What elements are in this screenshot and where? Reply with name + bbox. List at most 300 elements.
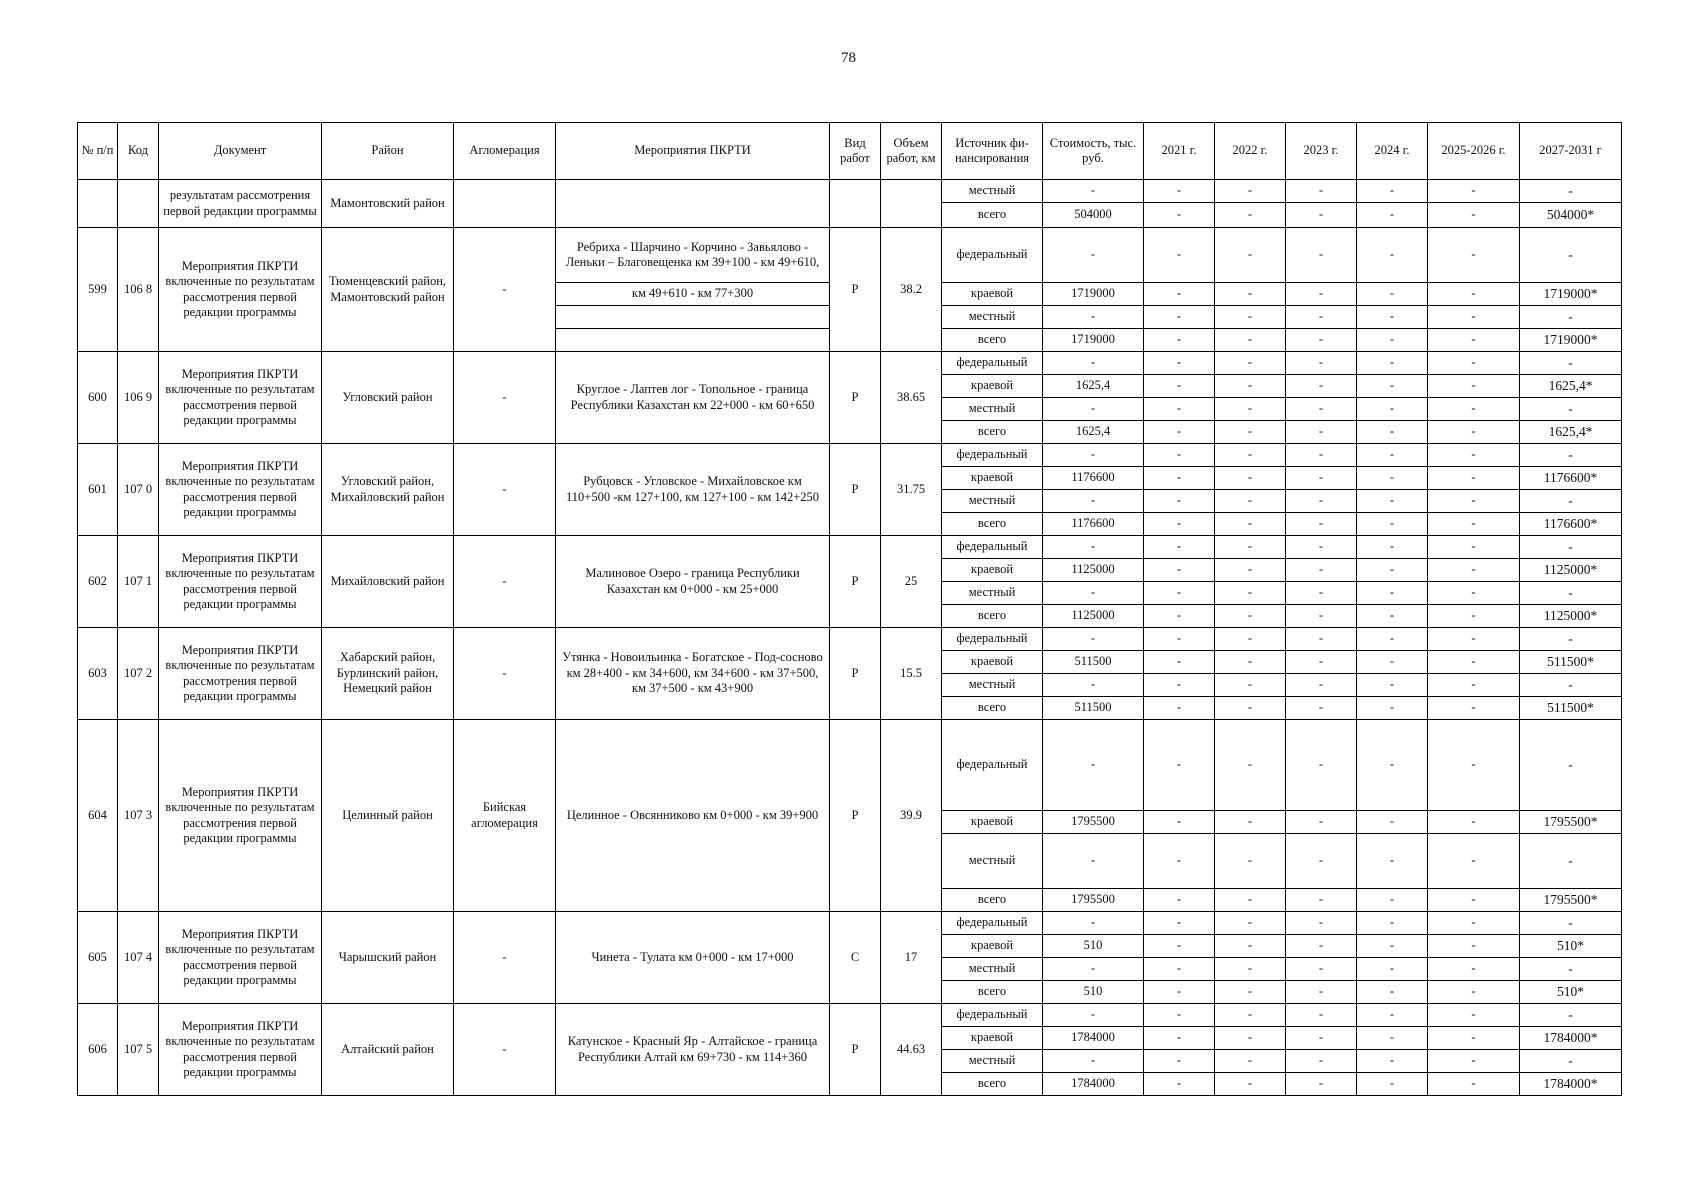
year-value: - bbox=[1286, 674, 1357, 697]
year-value: - bbox=[1520, 180, 1622, 203]
column-header: Стоимость, тыс. руб. bbox=[1043, 123, 1144, 180]
year-value: - bbox=[1215, 697, 1286, 720]
column-header: Агломерация bbox=[454, 123, 556, 180]
district-cell: Хабарский район, Бурлинский район, Немецкий район bbox=[322, 628, 454, 720]
funding-source: местный bbox=[942, 1050, 1043, 1073]
year-value: - bbox=[1286, 981, 1357, 1004]
year-value: - bbox=[1286, 958, 1357, 981]
column-header: Объем работ, км bbox=[881, 123, 942, 180]
table-header bbox=[78, 123, 1622, 180]
funding-source: местный bbox=[942, 834, 1043, 889]
year-value: - bbox=[1520, 536, 1622, 559]
year-value: - bbox=[1428, 935, 1520, 958]
agglomeration-cell: - bbox=[454, 1004, 556, 1096]
year-value: - bbox=[1520, 958, 1622, 981]
year-value: - bbox=[1520, 674, 1622, 697]
year-value: - bbox=[1215, 912, 1286, 935]
cost-value: 511500 bbox=[1043, 651, 1144, 674]
year-value: - bbox=[1428, 981, 1520, 1004]
year-value: - bbox=[1215, 958, 1286, 981]
year-value: - bbox=[1286, 180, 1357, 203]
measure-cell: Ребриха - Шарчино - Корчино - Завьялово - Леньки – Благовещенка км 39+100 - км 49+610, bbox=[556, 228, 830, 283]
year-value: - bbox=[1428, 1004, 1520, 1027]
volume-cell: 31.75 bbox=[881, 444, 942, 536]
cost-value: 1176600 bbox=[1043, 467, 1144, 490]
year-value: - bbox=[1428, 834, 1520, 889]
agglomeration-cell: - bbox=[454, 912, 556, 1004]
table-row bbox=[78, 628, 1622, 651]
row-number: 601 bbox=[78, 444, 118, 536]
year-value: 1795500* bbox=[1520, 889, 1622, 912]
year-value: - bbox=[1286, 283, 1357, 306]
measure-cell: Рубцовск - Угловское - Михайловское км 110+500 -км 127+100, км 127+100 - км 142+250 bbox=[556, 444, 830, 536]
agglomeration-cell: - bbox=[454, 228, 556, 352]
year-value: - bbox=[1215, 283, 1286, 306]
year-value: - bbox=[1357, 536, 1428, 559]
row-number bbox=[78, 180, 118, 228]
cost-value: - bbox=[1043, 720, 1144, 811]
measure-cell: Чинета - Тулата км 0+000 - км 17+000 bbox=[556, 912, 830, 1004]
year-value: - bbox=[1215, 375, 1286, 398]
funding-source: местный bbox=[942, 180, 1043, 203]
cost-value: - bbox=[1043, 958, 1144, 981]
year-value: - bbox=[1144, 421, 1215, 444]
row-number: 602 bbox=[78, 536, 118, 628]
row-number: 605 bbox=[78, 912, 118, 1004]
year-value: - bbox=[1520, 912, 1622, 935]
year-value: - bbox=[1144, 674, 1215, 697]
year-value: - bbox=[1215, 352, 1286, 375]
table-row bbox=[78, 536, 1622, 559]
row-number: 606 bbox=[78, 1004, 118, 1096]
volume-cell: 44.63 bbox=[881, 1004, 942, 1096]
year-value: - bbox=[1286, 203, 1357, 228]
funding-source: местный bbox=[942, 674, 1043, 697]
document-cell: Мероприятия ПКРТИ включенные по результатам рассмотрения первой редакции программы bbox=[159, 912, 322, 1004]
funding-source: краевой bbox=[942, 651, 1043, 674]
year-value: - bbox=[1286, 1073, 1357, 1096]
row-number: 603 bbox=[78, 628, 118, 720]
cost-value: - bbox=[1043, 180, 1144, 203]
year-value: - bbox=[1357, 283, 1428, 306]
year-value: - bbox=[1428, 811, 1520, 834]
year-value: - bbox=[1357, 228, 1428, 283]
year-value: - bbox=[1286, 467, 1357, 490]
cost-value: - bbox=[1043, 228, 1144, 283]
year-value: 511500* bbox=[1520, 651, 1622, 674]
cost-value: - bbox=[1043, 582, 1144, 605]
year-value: 1125000* bbox=[1520, 559, 1622, 582]
year-value: - bbox=[1286, 398, 1357, 421]
funding-source: федеральный bbox=[942, 444, 1043, 467]
year-value: - bbox=[1357, 306, 1428, 329]
year-value: 1176600* bbox=[1520, 513, 1622, 536]
year-value: - bbox=[1428, 958, 1520, 981]
year-value: - bbox=[1357, 1050, 1428, 1073]
year-value: - bbox=[1286, 582, 1357, 605]
funding-source: федеральный bbox=[942, 1004, 1043, 1027]
column-header: Документ bbox=[159, 123, 322, 180]
document-cell: Мероприятия ПКРТИ включенные по результатам рассмотрения первой редакции программы bbox=[159, 536, 322, 628]
funding-source: федеральный bbox=[942, 720, 1043, 811]
district-cell: Чарышский район bbox=[322, 912, 454, 1004]
year-value: - bbox=[1357, 651, 1428, 674]
year-value: - bbox=[1357, 628, 1428, 651]
year-value: - bbox=[1520, 490, 1622, 513]
cost-value: - bbox=[1043, 674, 1144, 697]
cost-value: - bbox=[1043, 306, 1144, 329]
year-value: - bbox=[1357, 180, 1428, 203]
agglomeration-cell: - bbox=[454, 628, 556, 720]
year-value: - bbox=[1215, 306, 1286, 329]
year-value: 504000* bbox=[1520, 203, 1622, 228]
year-value: - bbox=[1357, 720, 1428, 811]
volume-cell: 17 bbox=[881, 912, 942, 1004]
year-value: - bbox=[1520, 1050, 1622, 1073]
row-code bbox=[118, 180, 159, 228]
funding-source: всего bbox=[942, 889, 1043, 912]
volume-cell: 38.65 bbox=[881, 352, 942, 444]
year-value: - bbox=[1144, 467, 1215, 490]
year-value: - bbox=[1215, 889, 1286, 912]
funding-source: всего bbox=[942, 981, 1043, 1004]
funding-source: местный bbox=[942, 958, 1043, 981]
year-value: - bbox=[1428, 467, 1520, 490]
year-value: - bbox=[1357, 490, 1428, 513]
district-cell: Михайловский район bbox=[322, 536, 454, 628]
volume-cell: 15.5 bbox=[881, 628, 942, 720]
year-value: - bbox=[1144, 203, 1215, 228]
year-value: - bbox=[1144, 1050, 1215, 1073]
cost-value: - bbox=[1043, 628, 1144, 651]
cost-value: 1795500 bbox=[1043, 811, 1144, 834]
cost-value: 511500 bbox=[1043, 697, 1144, 720]
year-value: - bbox=[1215, 398, 1286, 421]
funding-source: краевой bbox=[942, 283, 1043, 306]
year-value: - bbox=[1357, 329, 1428, 352]
year-value: - bbox=[1357, 889, 1428, 912]
cost-value: 1719000 bbox=[1043, 283, 1144, 306]
cost-value: - bbox=[1043, 1004, 1144, 1027]
column-header: 2021 г. bbox=[1144, 123, 1215, 180]
year-value: - bbox=[1286, 329, 1357, 352]
measure-cell: Утянка - Новоильинка - Богатское - Под-сосново км 28+400 - км 34+600, км 34+600 - км 37+500, км 37+500 - км 43+900 bbox=[556, 628, 830, 720]
year-value: - bbox=[1215, 203, 1286, 228]
year-value: - bbox=[1357, 559, 1428, 582]
year-value: 1176600* bbox=[1520, 467, 1622, 490]
year-value: - bbox=[1215, 1004, 1286, 1027]
district-cell: Мамонтовский район bbox=[322, 180, 454, 228]
funding-source: всего bbox=[942, 605, 1043, 628]
year-value: - bbox=[1215, 228, 1286, 283]
measure-cell bbox=[556, 306, 830, 329]
volume-cell: 38.2 bbox=[881, 228, 942, 352]
funding-source: местный bbox=[942, 398, 1043, 421]
year-value: - bbox=[1144, 329, 1215, 352]
document-cell: результатам рассмотрения первой редакции программы bbox=[159, 180, 322, 228]
table-row bbox=[78, 912, 1622, 935]
district-cell: Алтайский район bbox=[322, 1004, 454, 1096]
district-cell: Тюменцевский район, Мамонтовский район bbox=[322, 228, 454, 352]
year-value: - bbox=[1520, 628, 1622, 651]
document-cell: Мероприятия ПКРТИ включенные по результатам рассмотрения первой редакции программы bbox=[159, 1004, 322, 1096]
year-value: - bbox=[1144, 912, 1215, 935]
document-cell: Мероприятия ПКРТИ включенные по результатам рассмотрения первой редакции программы bbox=[159, 720, 322, 912]
volume-cell: 25 bbox=[881, 536, 942, 628]
measure-cell bbox=[556, 329, 830, 352]
year-value: 1719000* bbox=[1520, 283, 1622, 306]
year-value: - bbox=[1357, 697, 1428, 720]
year-value: - bbox=[1215, 981, 1286, 1004]
year-value: - bbox=[1286, 513, 1357, 536]
year-value: - bbox=[1215, 513, 1286, 536]
year-value: - bbox=[1428, 536, 1520, 559]
year-value: - bbox=[1286, 375, 1357, 398]
year-value: - bbox=[1215, 329, 1286, 352]
year-value: - bbox=[1428, 306, 1520, 329]
year-value: - bbox=[1357, 935, 1428, 958]
year-value: - bbox=[1428, 674, 1520, 697]
year-value: - bbox=[1428, 444, 1520, 467]
year-value: - bbox=[1428, 421, 1520, 444]
work-type-cell: Р bbox=[830, 228, 881, 352]
year-value: - bbox=[1520, 352, 1622, 375]
row-code: 107 0 bbox=[118, 444, 159, 536]
year-value: - bbox=[1215, 490, 1286, 513]
funding-source: федеральный bbox=[942, 912, 1043, 935]
year-value: - bbox=[1144, 444, 1215, 467]
year-value: - bbox=[1286, 720, 1357, 811]
year-value: - bbox=[1428, 912, 1520, 935]
funding-source: всего bbox=[942, 1073, 1043, 1096]
cost-value: 1795500 bbox=[1043, 889, 1144, 912]
year-value: - bbox=[1144, 935, 1215, 958]
year-value: - bbox=[1428, 628, 1520, 651]
column-header: 2024 г. bbox=[1357, 123, 1428, 180]
year-value: - bbox=[1520, 398, 1622, 421]
cost-value: 510 bbox=[1043, 981, 1144, 1004]
year-value: - bbox=[1215, 467, 1286, 490]
funding-source: всего bbox=[942, 329, 1043, 352]
year-value: - bbox=[1357, 811, 1428, 834]
year-value: - bbox=[1357, 674, 1428, 697]
year-value: - bbox=[1144, 1004, 1215, 1027]
year-value: - bbox=[1144, 628, 1215, 651]
year-value: - bbox=[1428, 398, 1520, 421]
funding-source: краевой bbox=[942, 1027, 1043, 1050]
funding-source: местный bbox=[942, 582, 1043, 605]
funding-source: краевой bbox=[942, 375, 1043, 398]
year-value: - bbox=[1428, 490, 1520, 513]
measure-cell: Круглое - Лаптев лог - Топольное - граница Республики Казахстан км 22+000 - км 60+650 bbox=[556, 352, 830, 444]
year-value: - bbox=[1215, 651, 1286, 674]
row-number: 604 bbox=[78, 720, 118, 912]
year-value: - bbox=[1357, 582, 1428, 605]
year-value: - bbox=[1144, 697, 1215, 720]
page-number: 78 bbox=[841, 50, 856, 66]
year-value: - bbox=[1286, 651, 1357, 674]
year-value: - bbox=[1428, 697, 1520, 720]
column-header: 2027-2031 г bbox=[1520, 123, 1622, 180]
year-value: - bbox=[1357, 958, 1428, 981]
year-value: - bbox=[1428, 203, 1520, 228]
year-value: - bbox=[1215, 536, 1286, 559]
row-code: 106 9 bbox=[118, 352, 159, 444]
measure-cell: км 49+610 - км 77+300 bbox=[556, 283, 830, 306]
year-value: - bbox=[1144, 398, 1215, 421]
work-type-cell: Р bbox=[830, 352, 881, 444]
year-value: - bbox=[1357, 981, 1428, 1004]
year-value: - bbox=[1215, 1073, 1286, 1096]
year-value: - bbox=[1144, 513, 1215, 536]
row-code: 106 8 bbox=[118, 228, 159, 352]
program-table bbox=[77, 122, 1622, 1096]
year-value: 510* bbox=[1520, 935, 1622, 958]
year-value: - bbox=[1428, 329, 1520, 352]
year-value: 511500* bbox=[1520, 697, 1622, 720]
year-value: - bbox=[1144, 1027, 1215, 1050]
year-value: - bbox=[1215, 559, 1286, 582]
year-value: - bbox=[1215, 935, 1286, 958]
cost-value: 1625,4 bbox=[1043, 375, 1144, 398]
year-value: - bbox=[1286, 444, 1357, 467]
year-value: 1784000* bbox=[1520, 1027, 1622, 1050]
funding-source: краевой bbox=[942, 467, 1043, 490]
table-row bbox=[78, 228, 1622, 283]
year-value: - bbox=[1520, 306, 1622, 329]
year-value: - bbox=[1215, 421, 1286, 444]
year-value: - bbox=[1144, 1073, 1215, 1096]
funding-source: местный bbox=[942, 306, 1043, 329]
funding-source: федеральный bbox=[942, 536, 1043, 559]
table-row bbox=[78, 1004, 1622, 1027]
measure-cell: Целинное - Овсянниково км 0+000 - км 39+900 bbox=[556, 720, 830, 912]
year-value: - bbox=[1428, 582, 1520, 605]
year-value: 1784000* bbox=[1520, 1073, 1622, 1096]
year-value: - bbox=[1286, 490, 1357, 513]
year-value: - bbox=[1286, 352, 1357, 375]
year-value: - bbox=[1215, 1050, 1286, 1073]
year-value: - bbox=[1428, 352, 1520, 375]
row-code: 107 2 bbox=[118, 628, 159, 720]
year-value: - bbox=[1215, 628, 1286, 651]
year-value: - bbox=[1144, 352, 1215, 375]
measure-cell: Катунское - Красный Яр - Алтайское - граница Республики Алтай км 69+730 - км 114+360 bbox=[556, 1004, 830, 1096]
cost-value: - bbox=[1043, 444, 1144, 467]
year-value: 1125000* bbox=[1520, 605, 1622, 628]
table-row bbox=[78, 352, 1622, 375]
year-value: - bbox=[1144, 651, 1215, 674]
document-cell: Мероприятия ПКРТИ включенные по результатам рассмотрения первой редакции программы bbox=[159, 444, 322, 536]
column-header: № п/п bbox=[78, 123, 118, 180]
work-type-cell: С bbox=[830, 912, 881, 1004]
column-header: 2022 г. bbox=[1215, 123, 1286, 180]
funding-source: краевой bbox=[942, 935, 1043, 958]
cost-value: 504000 bbox=[1043, 203, 1144, 228]
row-code: 107 1 bbox=[118, 536, 159, 628]
cost-value: - bbox=[1043, 352, 1144, 375]
year-value: - bbox=[1428, 180, 1520, 203]
work-type-cell: Р bbox=[830, 444, 881, 536]
year-value: - bbox=[1286, 1004, 1357, 1027]
year-value: - bbox=[1286, 1027, 1357, 1050]
funding-source: всего bbox=[942, 203, 1043, 228]
work-type-cell: Р bbox=[830, 628, 881, 720]
year-value: 1719000* bbox=[1520, 329, 1622, 352]
year-value: - bbox=[1215, 605, 1286, 628]
year-value: - bbox=[1144, 180, 1215, 203]
year-value: - bbox=[1357, 834, 1428, 889]
year-value: - bbox=[1144, 605, 1215, 628]
funding-source: местный bbox=[942, 490, 1043, 513]
table-row bbox=[78, 720, 1622, 811]
year-value: - bbox=[1428, 283, 1520, 306]
year-value: - bbox=[1428, 651, 1520, 674]
cost-value: - bbox=[1043, 912, 1144, 935]
year-value: - bbox=[1144, 582, 1215, 605]
funding-source: федеральный bbox=[942, 228, 1043, 283]
year-value: - bbox=[1520, 834, 1622, 889]
district-cell: Угловский район bbox=[322, 352, 454, 444]
year-value: - bbox=[1144, 306, 1215, 329]
year-value: - bbox=[1215, 582, 1286, 605]
year-value: - bbox=[1286, 697, 1357, 720]
work-type-cell: Р bbox=[830, 536, 881, 628]
cost-value: 1784000 bbox=[1043, 1027, 1144, 1050]
cost-value: 1125000 bbox=[1043, 605, 1144, 628]
district-cell: Целинный район bbox=[322, 720, 454, 912]
year-value: - bbox=[1215, 1027, 1286, 1050]
year-value: - bbox=[1428, 605, 1520, 628]
work-type-cell bbox=[830, 180, 881, 228]
agglomeration-cell: Бийская агломерация bbox=[454, 720, 556, 912]
column-header: Мероприятия ПКРТИ bbox=[556, 123, 830, 180]
work-type-cell: Р bbox=[830, 720, 881, 912]
measure-cell bbox=[556, 180, 830, 228]
year-value: - bbox=[1357, 203, 1428, 228]
year-value: - bbox=[1286, 628, 1357, 651]
measure-cell: Малиновое Озеро - граница Республики Казахстан км 0+000 - км 25+000 bbox=[556, 536, 830, 628]
year-value: - bbox=[1286, 536, 1357, 559]
year-value: - bbox=[1286, 912, 1357, 935]
cost-value: 1719000 bbox=[1043, 329, 1144, 352]
year-value: - bbox=[1428, 889, 1520, 912]
year-value: 1625,4* bbox=[1520, 375, 1622, 398]
year-value: 1625,4* bbox=[1520, 421, 1622, 444]
cost-value: - bbox=[1043, 398, 1144, 421]
row-number: 600 bbox=[78, 352, 118, 444]
year-value: - bbox=[1428, 513, 1520, 536]
year-value: - bbox=[1357, 605, 1428, 628]
year-value: - bbox=[1357, 444, 1428, 467]
row-code: 107 5 bbox=[118, 1004, 159, 1096]
year-value: - bbox=[1144, 283, 1215, 306]
year-value: - bbox=[1144, 981, 1215, 1004]
year-value: - bbox=[1357, 352, 1428, 375]
year-value: - bbox=[1286, 306, 1357, 329]
funding-source: федеральный bbox=[942, 352, 1043, 375]
year-value: - bbox=[1144, 958, 1215, 981]
year-value: - bbox=[1357, 467, 1428, 490]
year-value: - bbox=[1215, 180, 1286, 203]
year-value: - bbox=[1144, 889, 1215, 912]
agglomeration-cell: - bbox=[454, 536, 556, 628]
cost-value: 1625,4 bbox=[1043, 421, 1144, 444]
year-value: - bbox=[1215, 444, 1286, 467]
column-header: Район bbox=[322, 123, 454, 180]
year-value: - bbox=[1286, 605, 1357, 628]
year-value: - bbox=[1144, 720, 1215, 811]
